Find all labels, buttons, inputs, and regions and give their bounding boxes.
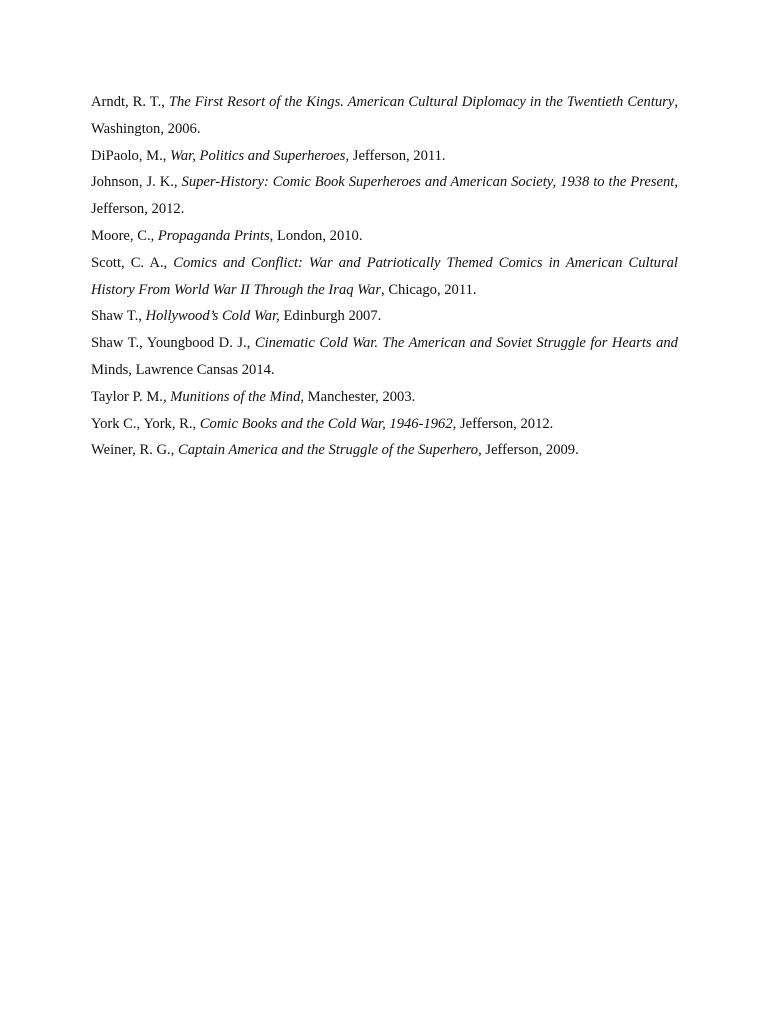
entry-author: Moore, C.,: [91, 227, 158, 244]
entry-publication: , Jefferson, 2012.: [452, 415, 554, 432]
entry-title: Super-History: Comic Book Superheroes and American Society, 1938 to the Present: [181, 174, 675, 191]
entry-publication: , Manchester, 2003.: [300, 388, 416, 405]
bibliography-entry: [91, 223, 678, 250]
entry-title: Munitions of the Mind: [170, 388, 301, 405]
entry-publication: Edinburgh 2007.: [279, 308, 382, 325]
entry-author: Taylor P. M.,: [91, 388, 171, 405]
entry-author: Shaw T.,: [91, 308, 146, 325]
entry-publication: , Jefferson, 2009.: [478, 442, 579, 459]
bibliography-entry: [91, 437, 678, 464]
bibliography-entry: [91, 330, 678, 384]
entry-title: The First Resort of the Kings. American Cultural Diplomacy in the Twentieth Century: [168, 94, 675, 110]
entry-title: Comics and Conflict: War and Patriotically Themed Comics in American Cultural History From World War II Through the Iraq War: [91, 254, 678, 298]
entry-author: Weiner, R. G.,: [91, 442, 178, 459]
entry-title: Comic Books and the Cold War, 1946-1962: [199, 415, 453, 432]
entry-publication: , London, 2010.: [269, 227, 363, 244]
entry-title: Captain America and the Struggle of the Superhero: [178, 442, 479, 459]
bibliography-entry: [91, 303, 678, 330]
entry-title: Propaganda Prints: [157, 227, 270, 244]
entry-publication: Minds, Lawrence Cansas 2014.: [91, 361, 275, 378]
entry-publication: , Jefferson, 2011.: [345, 147, 446, 164]
entry-publication: , Chicago, 2011.: [381, 281, 477, 298]
bibliography-entry: [91, 143, 678, 170]
bibliography-entry: [91, 384, 678, 411]
entry-title: Cinematic Cold War. The American and Soviet Struggle for Hearts and: [254, 335, 678, 352]
entry-author: Arndt, R. T.,: [91, 94, 169, 110]
bibliography-entry: [91, 169, 678, 223]
entry-author: Scott, C. A.,: [91, 254, 174, 271]
entry-publication: , Jefferson, 2012.: [91, 174, 678, 218]
entry-author: York C., York, R.,: [91, 415, 200, 432]
entry-publication: , Washington, 2006.: [91, 94, 678, 137]
bibliography-entry: [91, 411, 678, 438]
bibliography-list: [91, 89, 678, 464]
entry-author: DiPaolo, M.,: [91, 147, 171, 164]
entry-author: Shaw T., Youngbood D. J.,: [91, 335, 255, 352]
entry-title: Hollywood’s Cold War,: [145, 308, 280, 325]
entry-author: Johnson, J. K.,: [91, 174, 182, 191]
bibliography-entry: [91, 89, 678, 143]
entry-title: War, Politics and Superheroes: [170, 147, 346, 164]
bibliography-entry: [91, 250, 678, 304]
